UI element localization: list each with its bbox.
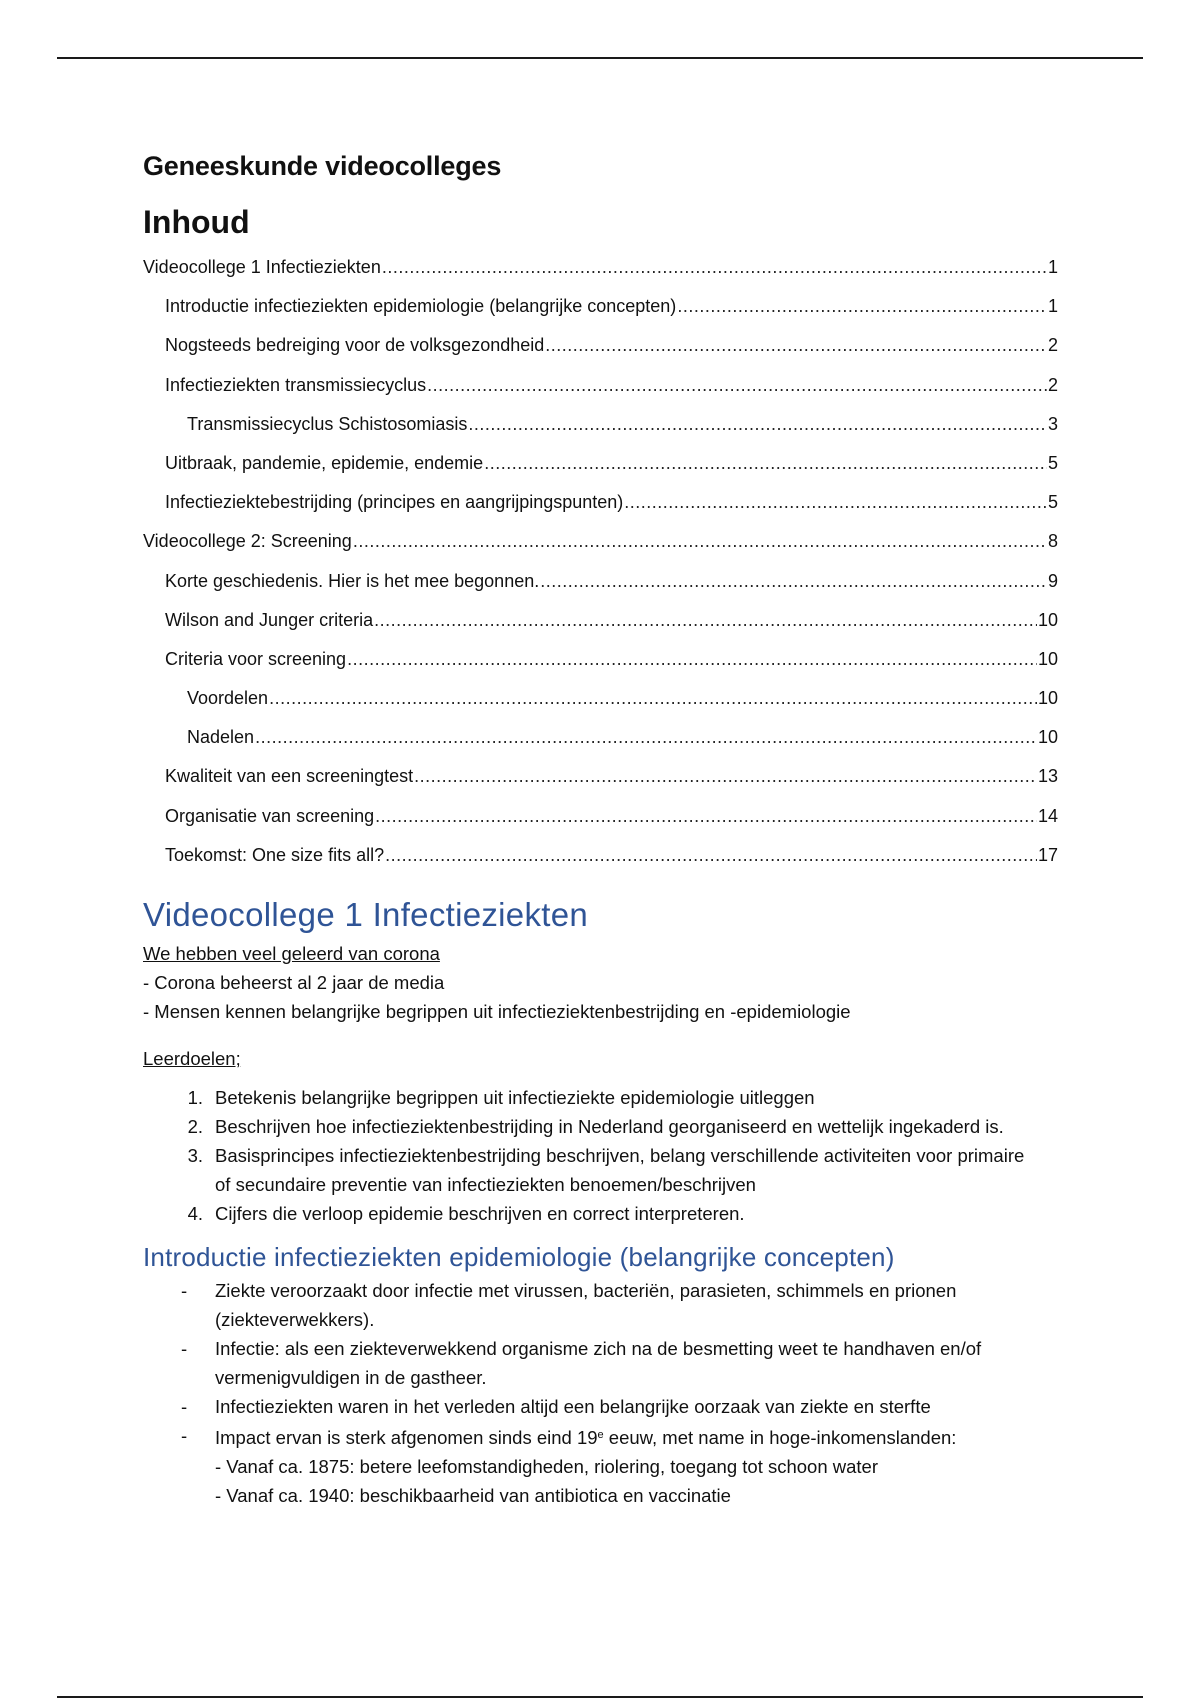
toc-dot-leader xyxy=(540,562,1047,601)
toc-entry-text: Videocollege 1 Infectieziekten xyxy=(143,257,381,277)
bullet-text xyxy=(215,1421,1058,1510)
toc-entry-page: 10 xyxy=(1037,688,1058,709)
toc-entry-page: 10 xyxy=(1037,648,1058,669)
intro-label: We hebben veel geleerd van corona xyxy=(143,943,440,964)
bullet-text: Infectie: als een ziekteverwekkend organisme zich na de besmetting weet te handhaven en/of vermenigvuldigen in de gastheer. xyxy=(215,1338,982,1388)
toc-entry-text: Infectieziekten transmissiecyclus xyxy=(165,374,427,395)
toc-entry[interactable] xyxy=(143,483,1058,522)
intro-line: - Mensen kennen belangrijke begrippen uit infectieziektenbestrijding en -epidemiologie xyxy=(143,1001,851,1022)
toc-dot-leader xyxy=(545,326,1047,365)
toc-entry-page: 2 xyxy=(1047,374,1058,395)
toc-entry[interactable] xyxy=(143,326,1058,365)
concepts-list xyxy=(143,1276,1058,1510)
toc-dot-leader xyxy=(414,757,1037,796)
goal-item xyxy=(143,1199,1058,1228)
goal-item xyxy=(143,1141,1058,1199)
toc-entry[interactable] xyxy=(143,248,1058,287)
toc-entry-text: Wilson and Junger criteria xyxy=(165,609,374,630)
goal-number: 1. xyxy=(187,1087,203,1108)
bullet-text: Infectieziekten waren in het verleden altijd een belangrijke oorzaak van ziekte en sterfte xyxy=(215,1396,931,1417)
toc-entry-page: 8 xyxy=(1047,531,1058,552)
toc-entry[interactable] xyxy=(143,797,1058,836)
toc-entry-text: Videocollege 2: Screening xyxy=(143,531,352,552)
toc-entry[interactable] xyxy=(143,836,1058,875)
toc-entry[interactable] xyxy=(143,366,1058,405)
impact-subline: - Vanaf ca. 1940: beschikbaarheid van antibiotica en vaccinatie xyxy=(215,1485,731,1506)
toc-entry-text: Nadelen xyxy=(187,727,255,748)
toc-dot-leader xyxy=(427,366,1047,405)
toc-entry-text: Introductie infectieziekten epidemiologie (belangrijke concepten) xyxy=(165,296,677,317)
toc-entry-page: 1 xyxy=(1047,257,1058,277)
toc-entry-page: 2 xyxy=(1047,335,1058,356)
toc-dot-leader xyxy=(468,405,1047,444)
goal-text: Betekenis belangrijke begrippen uit infectieziekte epidemiologie uitleggen xyxy=(215,1087,815,1108)
toc-entry[interactable] xyxy=(143,601,1058,640)
header-rule xyxy=(57,57,1143,59)
toc-entry[interactable] xyxy=(143,522,1058,561)
section-heading-videocollege-1: Videocollege 1 Infectieziekten xyxy=(143,896,589,933)
bullet-dash: - xyxy=(181,1280,188,1301)
toc-entry[interactable] xyxy=(143,287,1058,326)
bullet-item xyxy=(143,1392,1058,1421)
goal-number: 2. xyxy=(187,1116,203,1137)
toc-entry-page: 10 xyxy=(1037,609,1058,630)
toc-entry-text: Korte geschiedenis. Hier is het mee begonnen. xyxy=(165,570,540,591)
table-of-contents xyxy=(143,248,1058,875)
footer-rule xyxy=(57,1696,1143,1698)
toc-entry[interactable] xyxy=(143,562,1058,601)
toc-dot-leader xyxy=(255,718,1037,757)
toc-dot-leader xyxy=(624,483,1047,522)
impact-subline: - Vanaf ca. 1875: betere leefomstandigheden, riolering, toegang tot schoon water xyxy=(215,1456,879,1477)
toc-entry[interactable] xyxy=(143,679,1058,718)
toc-entry-text: Transmissiecyclus Schistosomiasis xyxy=(187,413,468,434)
impact-text-before: Impact ervan is sterk afgenomen sinds eind 19 xyxy=(215,1427,598,1448)
bullet-dash: - xyxy=(181,1396,188,1417)
toc-entry[interactable] xyxy=(143,405,1058,444)
document-page xyxy=(143,140,1058,1510)
bullet-item xyxy=(143,1276,1058,1334)
toc-entry-page: 9 xyxy=(1047,570,1058,591)
toc-entry-page: 3 xyxy=(1047,413,1058,434)
section-heading-introductie: Introductie infectieziekten epidemiologie (belangrijke concepten) xyxy=(143,1242,895,1272)
intro-line: - Corona beheerst al 2 jaar de media xyxy=(143,972,445,993)
toc-dot-leader xyxy=(269,679,1037,718)
toc-entry-text: Nogsteeds bedreiging voor de volksgezondheid xyxy=(165,335,545,356)
goals-list xyxy=(143,1083,1058,1228)
intro-block xyxy=(143,939,1058,1026)
toc-dot-leader xyxy=(374,601,1037,640)
bullet-item xyxy=(143,1334,1058,1392)
toc-entry-page: 14 xyxy=(1037,805,1058,826)
toc-entry-text: Uitbraak, pandemie, epidemie, endemie xyxy=(165,452,484,473)
toc-dot-leader xyxy=(385,836,1037,875)
bullet-item xyxy=(143,1421,1058,1510)
toc-entry-text: Organisatie van screening xyxy=(165,805,375,826)
goal-item xyxy=(143,1112,1058,1141)
toc-entry-text: Kwaliteit van een screeningtest xyxy=(165,766,414,787)
goals-label: Leerdoelen; xyxy=(143,1048,241,1069)
toc-entry-page: 1 xyxy=(1047,296,1058,317)
toc-entry-text: Toekomst: One size fits all? xyxy=(165,844,385,865)
goal-text: Beschrijven hoe infectieziektenbestrijding in Nederland georganiseerd en wettelijk ingekaderd is. xyxy=(215,1116,1004,1137)
document-title: Geneeskunde videocolleges xyxy=(143,151,502,181)
toc-entry-page: 13 xyxy=(1037,766,1058,787)
toc-entry[interactable] xyxy=(143,444,1058,483)
toc-dot-leader xyxy=(677,287,1047,326)
goal-text: Basisprincipes infectieziektenbestrijding beschrijven, belang verschillende activiteiten voor primaire of secundaire preventie van infectieziekten benoemen/beschrijven xyxy=(215,1145,1025,1195)
toc-heading: Inhoud xyxy=(143,204,250,240)
toc-dot-leader xyxy=(375,797,1037,836)
toc-entry-page: 5 xyxy=(1047,452,1058,473)
toc-entry[interactable] xyxy=(143,757,1058,796)
bullet-text: Ziekte veroorzaakt door infectie met virussen, bacteriën, parasieten, schimmels en prionen (ziekteverwekkers). xyxy=(215,1280,957,1330)
toc-entry-page: 5 xyxy=(1047,492,1058,513)
goal-text: Cijfers die verloop epidemie beschrijven en correct interpreteren. xyxy=(215,1203,745,1224)
toc-dot-leader xyxy=(347,640,1037,679)
toc-dot-leader xyxy=(382,248,1047,287)
toc-entry-text: Criteria voor screening xyxy=(165,648,347,669)
goal-item xyxy=(143,1083,1058,1112)
goal-number: 4. xyxy=(187,1203,203,1224)
toc-entry-page: 17 xyxy=(1037,844,1058,865)
impact-text-after: eeuw, met name in hoge-inkomenslanden: xyxy=(603,1427,957,1448)
toc-entry[interactable] xyxy=(143,718,1058,757)
impact-superscript: e xyxy=(597,1429,604,1441)
toc-dot-leader xyxy=(353,522,1047,561)
impact-sublines xyxy=(215,1452,1038,1510)
bullet-dash: - xyxy=(181,1425,188,1446)
toc-entry-text: Infectieziektebestrijding (principes en aangrijpingspunten) xyxy=(165,492,624,513)
toc-dot-leader xyxy=(484,444,1047,483)
toc-entry-text: Voordelen xyxy=(187,688,269,709)
toc-entry[interactable] xyxy=(143,640,1058,679)
goal-number: 3. xyxy=(187,1145,203,1166)
toc-entry-page: 10 xyxy=(1037,727,1058,748)
bullet-dash: - xyxy=(181,1338,188,1359)
